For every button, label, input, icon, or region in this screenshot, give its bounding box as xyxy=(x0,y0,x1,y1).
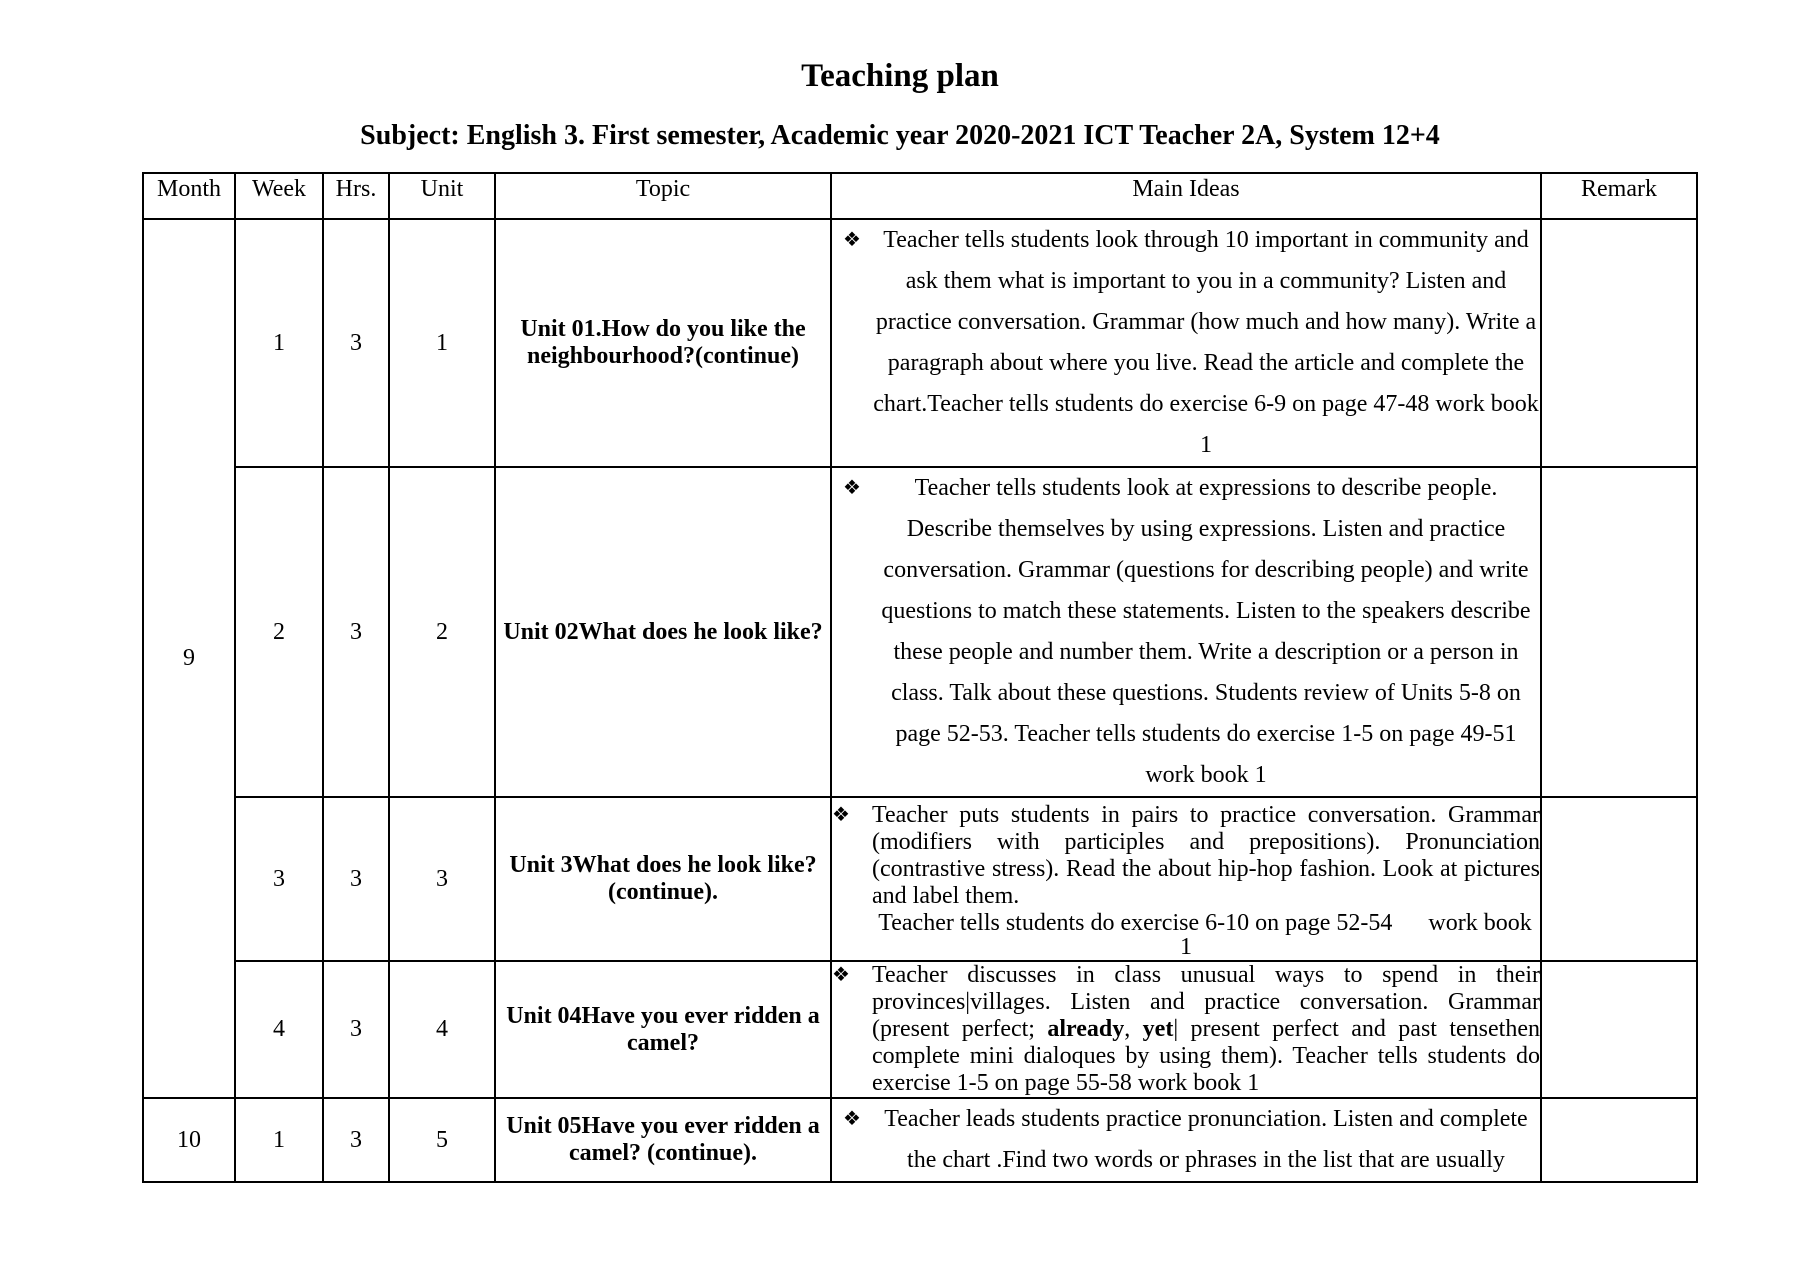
main-ideas-cell xyxy=(831,467,1541,797)
unit-cell: 4 xyxy=(389,961,495,1098)
remark-cell xyxy=(1541,797,1697,961)
topic-cell: Unit 02What does he look like? xyxy=(495,467,831,797)
document-title: Teaching plan xyxy=(801,58,999,94)
hrs-cell: 3 xyxy=(323,797,389,961)
week-cell: 3 xyxy=(235,797,323,961)
unit-cell: 2 xyxy=(389,467,495,797)
document-subtitle: Subject: English 3. First semester, Academic year 2020-2021 ICT Teacher 2A, System 12+4 xyxy=(360,120,1440,151)
keyword-yet: yet xyxy=(1142,1016,1174,1042)
bullet-diamond-icon: ❖ xyxy=(843,1108,861,1130)
header-remark: Remark xyxy=(1541,173,1697,219)
topic-cell: Unit 01.How do you like the neighbourhood?(continue) xyxy=(495,219,831,467)
header-hrs: Hrs. xyxy=(323,173,389,219)
hrs-cell: 3 xyxy=(323,961,389,1098)
unit-cell: 3 xyxy=(389,797,495,961)
main-idea-extra: Teacher tells students do exercise 6-10 on page 52-54 work book xyxy=(878,909,1532,936)
header-main-ideas: Main Ideas xyxy=(831,173,1541,219)
table-row xyxy=(143,219,1697,467)
bullet-diamond-icon: ❖ xyxy=(843,477,861,499)
table-row xyxy=(143,797,1697,961)
remark-cell xyxy=(1541,1098,1697,1182)
header-topic: Topic xyxy=(495,173,831,219)
remark-cell xyxy=(1541,219,1697,467)
table-row xyxy=(143,961,1697,1098)
header-month: Month xyxy=(143,173,235,219)
keyword-already: already xyxy=(1047,1016,1125,1042)
teaching-plan-table xyxy=(142,172,1698,1183)
main-idea-text: Teacher tells students look at expressions to describe people. Describe themselves by using expressions. Listen and practice conversation. Grammar (questions for describing people) and write questions to match these statements. Listen to the speakers describe these people and number them. Write a description or a person in class. Talk about these questions. Students review of Units 5-8 on page 52-53. Teacher tells students do exercise 1-5 on page 49-51 work book 1 xyxy=(881,475,1531,788)
week-cell: 1 xyxy=(235,1098,323,1182)
main-idea-text: Teacher leads students practice pronunciation. Listen and complete the chart .Find two words or phrases in the list that are usually xyxy=(884,1106,1528,1173)
remark-cell xyxy=(1541,467,1697,797)
bullet-diamond-icon: ❖ xyxy=(832,803,850,826)
week-cell: 4 xyxy=(235,961,323,1098)
week-cell: 2 xyxy=(235,467,323,797)
unit-cell: 1 xyxy=(389,219,495,467)
month-cell: 9 xyxy=(143,219,235,1098)
unit-cell: 5 xyxy=(389,1098,495,1182)
topic-cell: Unit 3What does he look like?(continue). xyxy=(495,797,831,961)
remark-cell xyxy=(1541,961,1697,1098)
main-idea-tail: 1 xyxy=(1180,933,1192,960)
header-week: Week xyxy=(235,173,323,219)
month-cell: 10 xyxy=(143,1098,235,1182)
main-ideas-cell xyxy=(831,219,1541,467)
header-row xyxy=(143,173,1697,219)
main-ideas-cell xyxy=(831,1098,1541,1182)
main-ideas-cell xyxy=(831,961,1541,1098)
main-idea-text: Teacher discusses in class unusual ways to spend in their provinces|villages. Listen and practice conversation. Grammar (present perfect; already, yet| present perfect and past tensethen complete mini dialoques by using them). Teacher tells students do exercise 1-5 on page 55-58 work book 1 xyxy=(872,962,1540,1096)
main-idea-text: Teacher puts students in pairs to practice conversation. Grammar (modifiers with participles and prepositions). Pronunciation (contrastive stress). Read the about hip-hop fashion. Look at pictures and label them. xyxy=(872,801,1540,909)
main-ideas-cell xyxy=(831,797,1541,961)
hrs-cell: 3 xyxy=(323,467,389,797)
table-row xyxy=(143,1098,1697,1182)
week-cell: 1 xyxy=(235,219,323,467)
header-unit: Unit xyxy=(389,173,495,219)
main-idea-text: Teacher tells students look through 10 important in community and ask them what is important to you in a community? Listen and practice conversation. Grammar (how much and how many). Write a paragraph about where you live. Read the article and complete the chart.Teacher tells students do exercise 6-9 on page 47-48 work book 1 xyxy=(873,227,1539,458)
topic-cell: Unit 04Have you ever ridden a camel? xyxy=(495,961,831,1098)
hrs-cell: 3 xyxy=(323,1098,389,1182)
bullet-diamond-icon: ❖ xyxy=(843,229,861,251)
table-row xyxy=(143,467,1697,797)
topic-cell: Unit 05Have you ever ridden a camel? (continue). xyxy=(495,1098,831,1182)
hrs-cell: 3 xyxy=(323,219,389,467)
bullet-diamond-icon: ❖ xyxy=(832,964,850,986)
